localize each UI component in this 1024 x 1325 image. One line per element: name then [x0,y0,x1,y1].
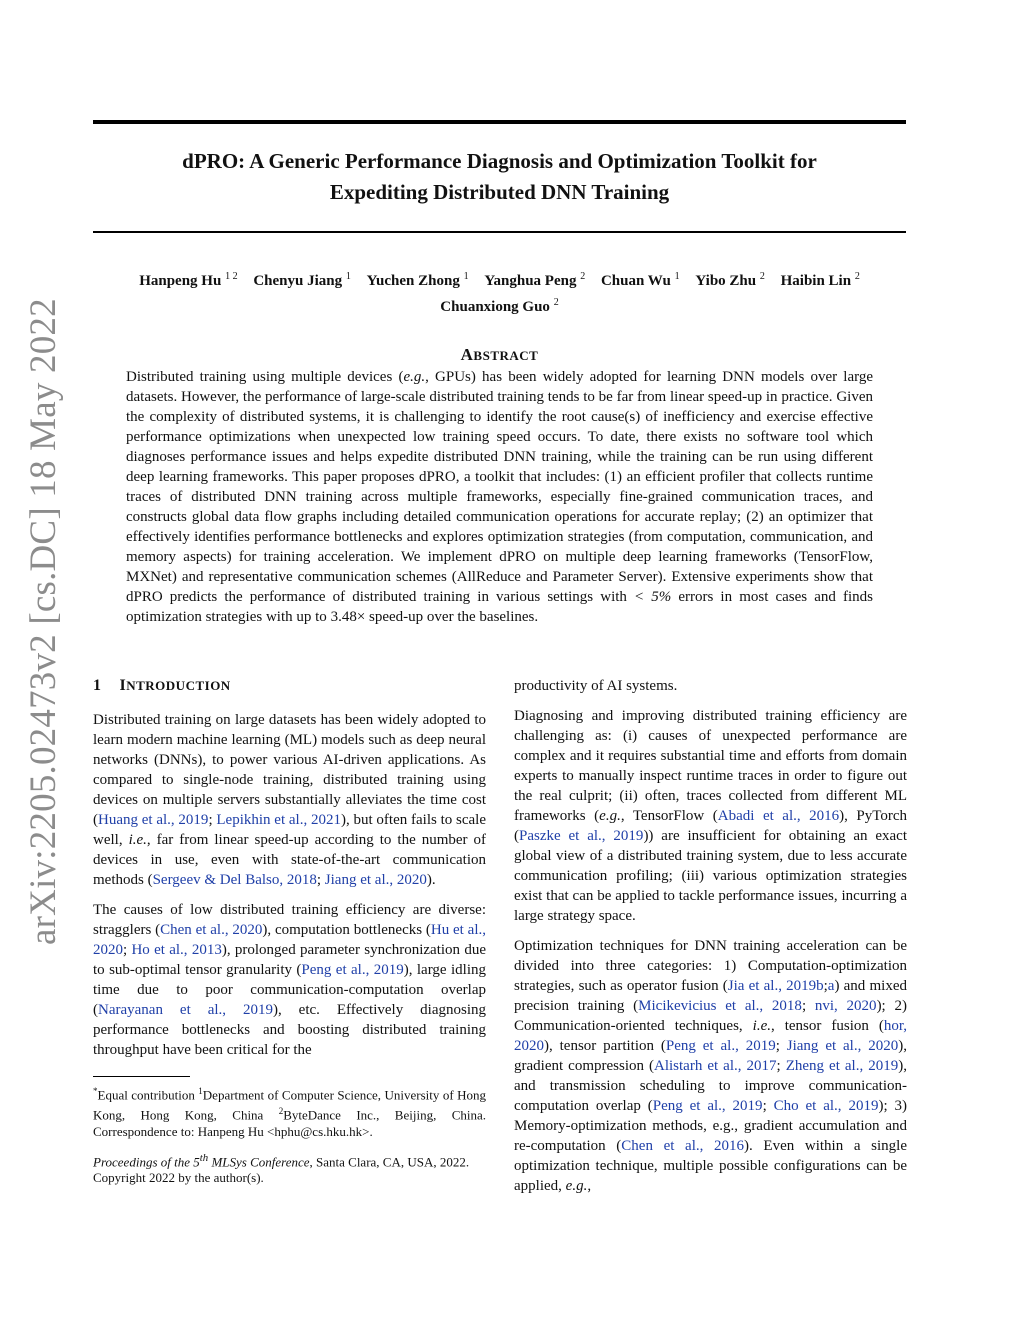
author: Chuan Wu $^1$ [600,271,680,289]
author: Yuchen Zhong $^1$ [366,271,469,289]
affiliation-footnote: *Equal contribution $^1$Department of Computer Science, University of Hong Kong, Hong Kong, China $^2$ByteDance Inc., Beijing, China. Correspondence to: Hanpeng Hu <hphu@cs.hku.hk>. [93,1086,486,1139]
author: Yanghua Peng $^2$ [484,271,586,289]
math-inline: 3.48× [330,609,366,625]
title-line-1: dPRO: A Generic Performance Diagnosis and Optimization Toolkit for [182,149,817,173]
citation-link[interactable]: Chen et al., 2016 [621,1138,745,1154]
citation-link[interactable]: Hu et al., 2020 [93,922,486,958]
citation-link[interactable]: Chen et al., 2020 [160,922,263,938]
citation-link[interactable]: Peng et al., 2019 [301,962,404,978]
arxiv-identifier-stamp: arXiv:2205.02473v2 [cs.DC] 18 May 2022 [23,298,64,945]
title-bottom-rule [93,231,906,233]
citation-link[interactable]: Cho et al., 2019 [773,1098,879,1114]
citation-link[interactable]: Narayanan et al., 2019 [98,1002,273,1018]
abstract-heading: ABSTRACT [460,345,539,364]
intro-paragraph-3: Diagnosing and improving distributed training efficiency are challenging as: (i) causes of unexpected performance are complex and it requires substantial time and efforts from domain experts to manually inspect runtime traces in order to figure out the real culprit; (ii) often, traces collected from different ML frameworks (e.g., TensorFlow (Abadi et al., 2016), PyTorch (Paszke et al., 2019)) are insufficient for obtaining an exact global view of a distributed training system, due to less accurate communication profiling; (iii) various optimization strategies exist that can be applied to tackle performance issues, incurring a large strategy space. [514,708,908,924]
author-list [93,266,906,318]
citation-link[interactable]: Jia et al., 2019b [727,978,824,994]
citation-link[interactable]: Peng et al., 2019 [652,1098,763,1114]
citation-link[interactable]: Alistarh et al., 2017 [654,1058,777,1074]
paper-title [93,146,906,208]
author: Chuanxiong Guo $^2$ [440,297,559,315]
citation-link[interactable]: Peng et al., 2019 [665,1038,776,1054]
citation-link[interactable]: nvi, 2020 [814,998,877,1014]
proceedings-note: Proceedings of the 5th MLSys Conference, Santa Clara, CA, USA, 2022. Copyright 2022 by the author(s). [93,1151,470,1185]
title-top-rule [93,120,906,124]
citation-link[interactable]: Zheng et al., 2019 [785,1058,899,1074]
citation-link[interactable]: a [827,978,835,994]
abstract-text: Distributed training using multiple devices (e.g., GPUs) has been widely adopted for learning DNN models over large datasets. However, the performance of large-scale distributed training tends to be far from linear speed-up in practice. Given the complexity of distributed systems, it is challenging to identify the root cause(s) of inefficiency and exercise effective performance optimizations when unexpected low training speed occurs. To date, there exists no software tool which diagnoses performance issues and helps expedite distributed DNN training, while the training can be run using different deep learning frameworks. This paper proposes dPRO, a toolkit that includes: (1) an efficient profiler that collects runtime traces of distributed DNN training across multiple frameworks, especially fine-grained communication traces, and constructs global data flow graphs including detailed communication operations for accurate replay; (2) an optimizer that effectively identifies performance bottlenecks and explores optimization strategies (from computation, communication, and memory aspects) for training acceleration. We implement dPRO on multiple deep learning frameworks (TensorFlow, MXNet) and representative communication schemes (AllReduce and Parameter Server). Extensive experiments show that dPRO predicts the performance of distributed training in various settings with < 5% errors in most cases and finds optimization strategies with up to 3.48× speed-up over the baselines. [126,369,873,625]
citation-link[interactable]: Huang et al., 2019 [98,812,209,828]
author: Chenyu Jiang $^1$ [253,271,351,289]
title-line-2: Expediting Distributed DNN Training [329,180,670,204]
section-heading-introduction: 1 INTRODUCTION [93,677,231,694]
citation-link[interactable]: Abadi et al., 2016 [717,808,840,824]
citation-link[interactable]: Ho et al., 2013 [131,942,222,958]
citation-link[interactable]: Jiang et al., 2020 [786,1038,899,1054]
author: Yibo Zhu $^2$ [695,271,765,289]
intro-paragraph-4: Optimization techniques for DNN training acceleration can be divided into three categories: 1) Computation-optimization strategies, such as operator fusion (Jia et al., 2019b;a) and mixed precision training (Micikevicius et al., 2018; nvi, 2020); 2) Communication-oriented techniques, i.e., tensor fusion (hor, 2020), tensor partition (Peng et al., 2019; Jiang et al., 2020), gradient compression (Alistarh et al., 2017; Zheng et al., 2019), and transmission scheduling to improve communication-computation overlap (Peng et al., 2019; Cho et al., 2019); 3) Memory-optimization methods, e.g., gradient accumulation and re-computation (Chen et al., 2016). Even within a single optimization technique, multiple possible configurations can be applied, e.g., [514,938,908,1194]
author: Haibin Lin $^2$ [780,271,860,289]
intro-paragraph-2: The causes of low distributed training efficiency are diverse: stragglers (Chen et al., 2020), computation bottlenecks (Hu et al., 2020; Ho et al., 2013), prolonged parameter synchronization due to sub-optimal tensor granularity (Peng et al., 2019), large idling time due to poor communication-computation overlap (Narayanan et al., 2019), etc. Effectively diagnosing performance bottlenecks and boosting distributed training throughput have been critical for the [93,902,487,1058]
citation-link[interactable]: hor, 2020 [514,1018,908,1054]
intro-paragraph-1: Distributed training on large datasets has been widely adopted to learn modern machine learning (ML) models such as deep neural networks (DNNs), to power various AI-driven applications. As compared to single-node training, distributed training using devices on multiple servers substantially alleviates the time cost (Huang et al., 2019; Lepikhin et al., 2021), but often fails to scale well, i.e., far from linear speed-up according to the number of devices in use, even with state-of-the-art communication methods (Sergeev & Del Balso, 2018; Jiang et al., 2020). [93,712,487,888]
right-column [514,676,907,1206]
citation-link[interactable]: Micikevicius et al., 2018 [638,998,802,1014]
author: Hanpeng Hu $^{1 2}$ [139,271,238,289]
left-column [93,676,486,1196]
intro-paragraph-continued: productivity of AI systems. [514,678,678,694]
citation-link[interactable]: Lepikhin et al., 2021 [216,812,341,828]
citation-link[interactable]: Sergeev & Del Balso, 2018 [152,872,317,888]
citation-link[interactable]: Jiang et al., 2020 [324,872,427,888]
math-inline: < 5% [634,589,672,605]
citation-link[interactable]: Paszke et al., 2019 [519,828,644,844]
footnote-rule [93,1076,190,1077]
